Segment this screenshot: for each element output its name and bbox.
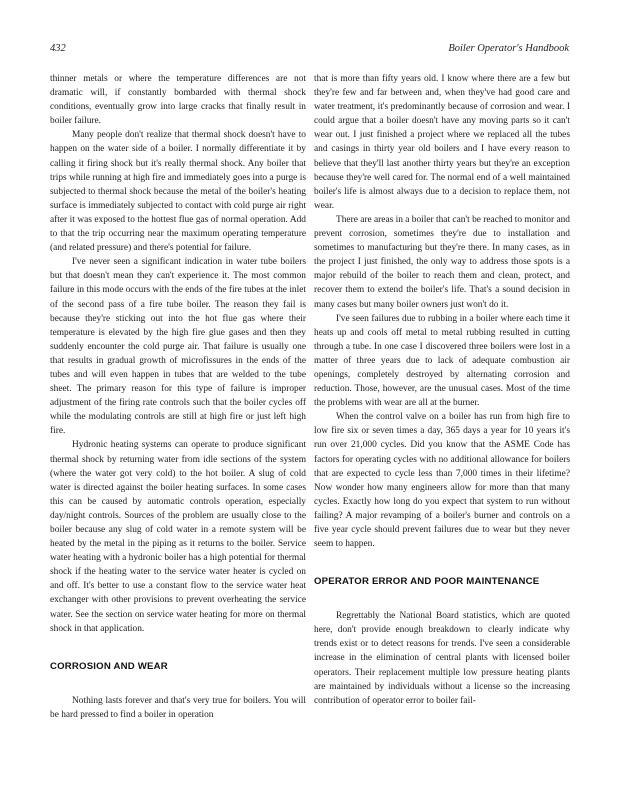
section-spacer — [314, 551, 570, 575]
paragraph: I've never seen a significant indication in water tube boilers but that doesn't mean they can't experience it. The most common failure in this mode occurs with the ends of the fire tubes at the inlet of the second pass of a fire tube boiler. The reason they fail is because they're sticking out into the hot flue gas where their temperature is elevated by the high fire glue gases and then they suddenly encounter the cold purge air. That failure is usually one that results in gradual growth of microfissures in the ends of the tubes and will even happen in tubes that are welded to the tube sheet. The primary reason for this type of failure is improper adjustment of the firing rate controls such that the boiler cycles off while the modulating controls are still at high fire or just left high fire. — [50, 257, 306, 437]
section-spacer — [314, 589, 570, 609]
paragraph: Nothing lasts forever and that's very true for boilers. You will be hard pressed to find a boiler in operation — [50, 695, 306, 720]
section-spacer — [50, 674, 306, 694]
section-spacer — [50, 636, 306, 660]
paragraph: There are areas in a boiler that can't be reached to monitor and prevent corrosion, sometimes they're due to installation and sometimes to manufacturing but they're there. In many cases, as in the project I just finished, the only way to address those spots is a major rebuild of the boiler to reach them and clean, protect, and recover them to extend the boiler's life. That's a sound decision in many cases but many boiler owners just won't do it. — [314, 214, 570, 310]
paragraph: When the control valve on a boiler has run from high fire to low fire six or seven times a day, 365 days a year for 10 years it's run over 21,000 cycles. Did you know that the ASME Code has factors for operating cycles with no additional allowance for boilers that are expected to cycle less than 7,000 times in their lifetime? Now wonder how many engineers allow for more than that many cycles. Exactly how long do you expect that system to run without failing? A major revamping of a boiler's burner and controls on a five year cycle should prevent failures due to wear but they never seem to happen. — [314, 412, 570, 550]
page-number: 432 — [50, 43, 66, 54]
section-heading-operator-error: OPERATOR ERROR AND POOR MAINTENANCE — [314, 576, 540, 588]
paragraph: thinner metals or where the temperature differences are not dramatic will, if constantly bombarded with thermal shock conditions, eventually grow into large cracks that finally result in boiler failure. — [50, 74, 306, 127]
running-head — [50, 43, 569, 57]
paragraph: I've seen failures due to rubbing in a boiler where each time it heats up and cools off metal to metal rubbing resulted in cutting through a tube. In one case I discovered three boilers were lost in a matter of three years due to lack of adequate combustion air openings, completely destroyed by alternating corrosion and reduction. Those, however, are the unusual cases. Most of the time the problems with wear are all at the burner. — [314, 313, 570, 409]
paragraph: Hydronic heating systems can operate to produce significant thermal shock by returning water from idle sections of the system (where the water got very cold) to the hot boiler. A slug of cold water is directed against the boiler heating surfaces. In some cases this can be caused by automatic controls operation, especially day/night controls. Sources of the problem are usually close to the boiler because any slug of cold water in a remote system will be heated by the metal in the piping as it returns to the boiler. Service water heating with a hydronic boiler has a high potential for thermal shock if the heating water to the service water heater is cycled on and off. It's better to use a constant flow to the service water heat exchanger with other provisions to prevent overheating the service water. See the section on service water heating for more on thermal shock in that application. — [50, 440, 306, 634]
paragraph: that is more than fifty years old. I know where there are a few but they're few and far between and, when they've had good care and water treatment, it's predominantly because of corrosion and wear. I could argue that a boiler doesn't have any moving parts so it can't wear out. I just finished a project where we replaced all the tubes and casings in thirty year old boilers and I have every reason to believe that they'll last another thirty years but they're an exception because they're well cared for. The normal end of a well maintained boiler's life is almost always due to a decision to replace them, not wear. — [314, 74, 570, 211]
right-column — [314, 72, 570, 708]
section-heading-corrosion-and-wear: CORROSION AND WEAR — [50, 660, 168, 672]
book-title: Boiler Operator's Handbook — [448, 43, 569, 54]
left-column — [50, 72, 306, 722]
paragraph: Many people don't realize that thermal shock doesn't have to happen on the water side of a boiler. I normally differentiate it by calling it firing shock but it's really thermal shock. Any boiler that trips while running at high fire and immediately goes into a purge is subjected to thermal shock because the metal of the boiler's heating surface is immediately subjected to contact with cold purge air right after it was exposed to the hottest flue gas of normal operation. Add to that the trip occurring near the maximum operating temperature (and related pressure) and there's potential for failure. — [50, 130, 306, 254]
paragraph: Regrettably the National Board statistics, which are quoted here, don't provide enough breakdown to clearly indicate why trends exist or to detect reasons for trends. I've seen a considerable increase in the elimination of central plants with licensed boiler operators. Their replacement multiple low pressure heating plants are maintained by individuals without a license so the increasing contribution of operator error to boiler fail- — [314, 611, 570, 706]
